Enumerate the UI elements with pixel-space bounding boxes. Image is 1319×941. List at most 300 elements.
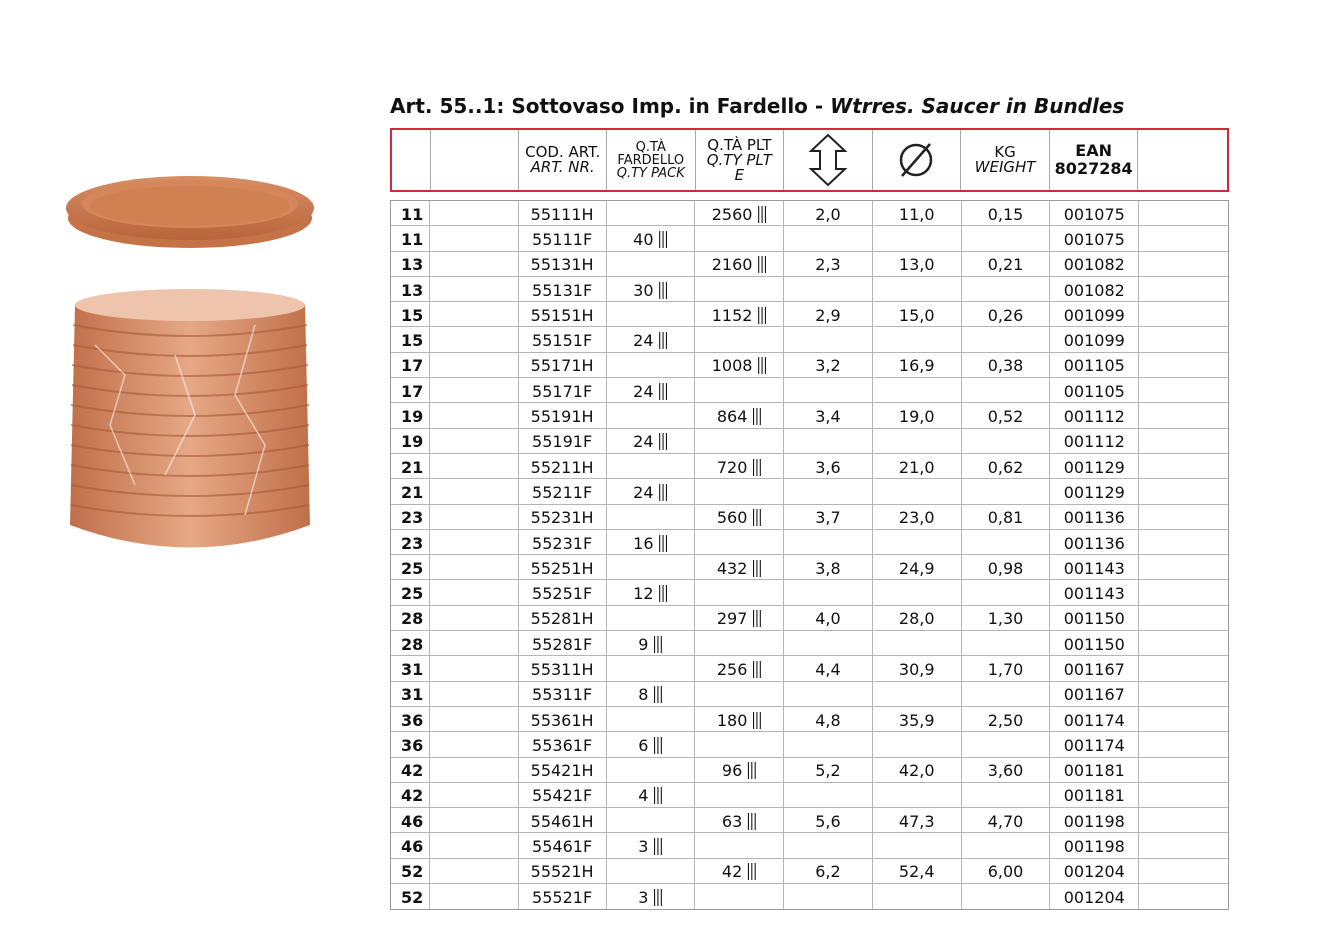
cell-code-value: 55211F [532,482,593,502]
cell-size [391,656,430,680]
table-row [391,505,1228,530]
cell-weight-value: 1,70 [987,659,1024,679]
cell-qty-pack [607,302,696,326]
cell-height-value: 3,4 [815,407,841,427]
cell-diameter-value: 30,9 [898,659,935,679]
table-row [391,454,1228,479]
cell-size-value: 11 [401,229,424,249]
cell-extra [1139,783,1228,807]
cell-diameter [873,758,962,782]
cell-extra [1139,555,1228,579]
cell-height [784,226,873,250]
pallet-icon: ||| [652,887,663,908]
cell-code-value: 55131H [530,255,594,275]
pallet-icon: ||| [657,229,668,250]
cell-height [784,327,873,351]
cell-qty-pack-value: 16 [633,533,654,553]
cell-ean-value: 001167 [1063,659,1125,679]
cell-qty-plt-value: 864 [716,407,748,427]
cell-code [519,454,607,478]
header-blank [431,130,520,190]
cell-qty-pack [607,580,696,604]
cell-height [784,403,873,427]
cell-size [391,277,430,301]
cell-weight [962,505,1051,529]
cell-extra [1139,833,1228,857]
cell-diameter [873,707,962,731]
cell-weight [962,403,1051,427]
table-row [391,479,1228,504]
title-main: Art. 55..1: Sottovaso Imp. in Fardello - [390,94,831,118]
cell-qty-pack [607,884,696,909]
cell-extra [1139,429,1228,453]
cell-size [391,606,430,630]
cell-weight [962,833,1051,857]
cell-code [519,555,607,579]
cell-height [784,580,873,604]
pallet-icon: ||| [652,836,663,857]
cell-weight [962,252,1051,276]
cell-weight [962,555,1051,579]
cell-blank [430,252,519,276]
cell-weight [962,580,1051,604]
cell-ean [1050,859,1139,883]
cell-diameter-value: 28,0 [898,609,935,629]
cell-qty-plt-value: 63 [721,811,743,831]
table-row [391,859,1228,884]
cell-height-value: 3,8 [815,558,841,578]
cell-qty-plt [695,656,784,680]
cell-qty-plt [695,859,784,883]
cell-ean-value: 001129 [1063,457,1125,477]
cell-blank [430,884,519,909]
cell-blank [430,505,519,529]
cell-size-value: 11 [401,204,424,224]
cell-code [519,277,607,301]
cell-code [519,656,607,680]
cell-size-value: 52 [401,862,424,882]
cell-extra [1139,252,1228,276]
cell-code-value: 55521H [530,862,594,882]
cell-weight [962,530,1051,554]
cell-weight-value: 0,62 [987,457,1024,477]
pallet-icon: ||| [751,457,762,477]
cell-size [391,530,430,554]
cell-size [391,682,430,706]
cell-qty-plt [695,226,784,250]
header-ean-1: EAN [1075,141,1112,160]
pallet-icon: ||| [751,659,762,680]
cell-code-value: 55111H [530,204,594,224]
table-row [391,277,1228,302]
cell-extra [1139,327,1228,351]
cell-size-value: 31 [401,659,424,679]
cell-blank [430,758,519,782]
cell-ean [1050,201,1139,225]
cell-code-value: 55151F [532,331,593,351]
cell-weight-value: 0,38 [987,356,1024,376]
cell-qty-plt [695,530,784,554]
cell-ean-value: 001204 [1063,888,1125,908]
cell-diameter-value: 35,9 [898,710,935,730]
table-row [391,252,1228,277]
pallet-icon: ||| [756,204,767,224]
cell-size [391,580,430,604]
pallet-icon: ||| [652,634,663,654]
cell-ean-value: 001143 [1063,558,1125,578]
cell-code-value: 55281H [530,609,594,629]
cell-height [784,353,873,377]
table-row [391,631,1228,656]
cell-size [391,226,430,250]
cell-qty-pack [607,226,696,250]
saucer-bundle-image [55,285,325,560]
cell-diameter-value: 16,9 [898,356,935,376]
saucer-image [65,170,315,255]
cell-extra [1139,707,1228,731]
cell-qty-plt-value: 42 [721,862,743,882]
cell-blank [430,226,519,250]
cell-qty-pack [607,656,696,680]
cell-diameter-value: 13,0 [898,255,935,275]
title-italic: Wtrres. Saucer in Bundles [830,94,1125,118]
header-qty-plt-1: Q.TÀ PLT [707,135,772,154]
cell-diameter [873,606,962,630]
cell-ean-value: 001075 [1063,229,1125,249]
pallet-icon: ||| [657,533,668,553]
cell-height-value: 4,0 [815,609,841,629]
table-row [391,656,1228,681]
cell-size-value: 28 [401,634,424,654]
cell-height [784,277,873,301]
cell-qty-pack [607,606,696,630]
cell-qty-plt [695,429,784,453]
cell-size-value: 36 [401,735,424,755]
cell-ean [1050,353,1139,377]
cell-ean-value: 001082 [1063,280,1125,300]
cell-diameter [873,656,962,680]
cell-qty-plt [695,580,784,604]
cell-ean [1050,530,1139,554]
cell-weight [962,783,1051,807]
table-row [391,403,1228,428]
header-qty-plt [696,130,785,190]
cell-code [519,884,607,909]
cell-height [784,201,873,225]
cell-code [519,732,607,756]
cell-weight [962,859,1051,883]
cell-code-value: 55191F [532,432,593,452]
cell-size-value: 21 [401,482,424,502]
cell-size-value: 31 [401,685,424,705]
table-row [391,758,1228,783]
cell-weight [962,454,1051,478]
header-size [392,130,431,190]
cell-ean [1050,277,1139,301]
cell-diameter [873,201,962,225]
cell-qty-pack-value: 24 [633,331,654,351]
cell-weight [962,682,1051,706]
cell-code [519,201,607,225]
cell-size [391,808,430,832]
table-row [391,884,1228,909]
table-row [391,226,1228,251]
page-title [390,94,1124,118]
cell-extra [1139,505,1228,529]
cell-size-value: 21 [401,457,424,477]
cell-code-value: 55421H [530,761,594,781]
cell-height-value: 3,7 [815,508,841,528]
cell-ean-value: 001174 [1063,735,1125,755]
header-height [784,130,873,190]
cell-qty-pack [607,479,696,503]
cell-qty-plt [695,808,784,832]
cell-size [391,833,430,857]
cell-height-value: 2,0 [815,204,841,224]
cell-qty-pack [607,833,696,857]
cell-blank [430,732,519,756]
cell-qty-plt [695,201,784,225]
cell-qty-pack-value: 24 [633,432,654,452]
cell-qty-plt-value: 2160 [711,255,753,275]
cell-diameter [873,302,962,326]
cell-ean-value: 001198 [1063,837,1125,857]
cell-code-value: 55361F [532,735,593,755]
pallet-icon: ||| [756,356,767,376]
cell-ean-value: 001099 [1063,305,1125,325]
cell-code [519,682,607,706]
cell-qty-pack [607,353,696,377]
cell-extra [1139,378,1228,402]
cell-ean [1050,656,1139,680]
cell-size-value: 25 [401,558,424,578]
cell-height [784,378,873,402]
cell-height [784,783,873,807]
cell-blank [430,530,519,554]
cell-qty-plt-value: 720 [716,457,748,477]
cell-size-value: 52 [401,888,424,908]
table-row [391,580,1228,605]
cell-qty-plt [695,252,784,276]
cell-diameter-value: 11,0 [898,204,935,224]
pallet-icon: ||| [657,381,668,401]
cell-diameter-value: 52,4 [898,862,935,882]
cell-qty-plt [695,631,784,655]
cell-diameter-value: 15,0 [898,305,935,325]
cell-qty-pack [607,277,696,301]
cell-height [784,302,873,326]
cell-qty-plt [695,479,784,503]
cell-qty-pack [607,707,696,731]
cell-diameter-value: 23,0 [898,508,935,528]
cell-ean-value: 001105 [1063,356,1125,376]
cell-qty-pack [607,631,696,655]
cell-ean-value: 001112 [1063,432,1125,452]
cell-ean-value: 001167 [1063,685,1125,705]
cell-ean [1050,783,1139,807]
cell-height [784,833,873,857]
cell-diameter [873,252,962,276]
cell-height [784,884,873,909]
cell-ean [1050,327,1139,351]
cell-diameter [873,859,962,883]
cell-size-value: 42 [401,786,424,806]
cell-qty-plt [695,505,784,529]
cell-ean-value: 001150 [1063,609,1125,629]
cell-ean-value: 001174 [1063,710,1125,730]
cell-qty-plt-value: 432 [716,558,748,578]
cell-extra [1139,454,1228,478]
header-qty-plt-3: E [734,165,745,184]
table-row [391,353,1228,378]
cell-qty-pack [607,682,696,706]
cell-qty-pack [607,530,696,554]
cell-ean [1050,707,1139,731]
cell-size-value: 28 [401,609,424,629]
cell-weight [962,758,1051,782]
cell-blank [430,277,519,301]
cell-code-value: 55251H [530,558,594,578]
pallet-icon: ||| [756,305,767,326]
cell-diameter [873,454,962,478]
cell-size [391,631,430,655]
cell-blank [430,656,519,680]
cell-qty-plt [695,682,784,706]
cell-code [519,530,607,554]
table-row [391,327,1228,352]
cell-size [391,555,430,579]
cell-size [391,429,430,453]
cell-size [391,378,430,402]
cell-height [784,631,873,655]
pallet-icon: ||| [652,735,663,756]
cell-qty-pack [607,555,696,579]
cell-code [519,353,607,377]
header-qty-pack [607,130,696,190]
cell-size [391,707,430,731]
cell-ean-value: 001143 [1063,584,1125,604]
cell-weight [962,606,1051,630]
cell-diameter [873,783,962,807]
cell-code [519,226,607,250]
cell-weight [962,302,1051,326]
cell-size-value: 17 [401,356,424,376]
product-images [55,160,325,560]
cell-extra [1139,403,1228,427]
cell-ean [1050,454,1139,478]
cell-extra [1139,606,1228,630]
cell-size [391,758,430,782]
cell-qty-pack [607,429,696,453]
cell-height [784,555,873,579]
cell-qty-pack [607,403,696,427]
cell-size [391,327,430,351]
cell-size-value: 15 [401,331,424,351]
cell-height [784,479,873,503]
cell-code [519,378,607,402]
cell-qty-pack [607,808,696,832]
cell-diameter [873,580,962,604]
header-qty-pack-1: Q.TÀ [635,139,666,155]
cell-weight [962,226,1051,250]
cell-code-value: 55171F [532,381,593,401]
cell-size [391,252,430,276]
cell-diameter [873,833,962,857]
cell-blank [430,859,519,883]
cell-height [784,429,873,453]
cell-diameter [873,353,962,377]
cell-diameter [873,429,962,453]
table-row [391,732,1228,757]
cell-weight-value: 0,26 [987,305,1024,325]
cell-ean [1050,479,1139,503]
cell-blank [430,707,519,731]
cell-qty-plt-value: 1008 [711,356,753,376]
cell-size [391,302,430,326]
cell-height [784,682,873,706]
cell-qty-plt [695,353,784,377]
cell-blank [430,555,519,579]
cell-weight-value: 0,52 [987,407,1024,427]
cell-code-value: 55231H [530,508,594,528]
cell-code [519,783,607,807]
header-ean-2: 8027284 [1054,159,1133,178]
cell-height [784,758,873,782]
cell-diameter [873,378,962,402]
pallet-icon: ||| [751,710,762,730]
table-row [391,201,1228,226]
cell-size [391,783,430,807]
cell-qty-pack [607,327,696,351]
cell-blank [430,606,519,630]
cell-ean [1050,429,1139,453]
pallet-icon: ||| [751,558,762,579]
cell-diameter [873,479,962,503]
cell-weight-value: 1,30 [987,609,1024,629]
cell-extra [1139,656,1228,680]
cell-diameter [873,682,962,706]
cell-weight-value: 6,00 [987,862,1024,882]
cell-size-value: 46 [401,811,424,831]
cell-code [519,327,607,351]
cell-height-value: 2,3 [815,255,841,275]
table-row [391,302,1228,327]
cell-weight [962,327,1051,351]
table-header [390,128,1229,192]
cell-blank [430,403,519,427]
cell-ean [1050,580,1139,604]
header-extra [1138,130,1227,190]
table-row [391,555,1228,580]
cell-code-value: 55171H [530,356,594,376]
pallet-icon: ||| [652,685,663,705]
cell-qty-pack [607,454,696,478]
cell-diameter-value: 42,0 [898,761,935,781]
cell-qty-plt [695,732,784,756]
cell-ean [1050,631,1139,655]
cell-diameter-value: 47,3 [898,811,935,831]
pallet-icon: ||| [657,583,668,604]
cell-size-value: 25 [401,584,424,604]
cell-extra [1139,682,1228,706]
cell-extra [1139,758,1228,782]
cell-qty-plt-value: 180 [716,710,748,730]
header-code-en: ART. NR. [530,158,595,176]
cell-qty-pack-value: 12 [633,584,654,604]
pallet-icon: ||| [657,482,668,503]
table-row [391,530,1228,555]
cell-size [391,454,430,478]
